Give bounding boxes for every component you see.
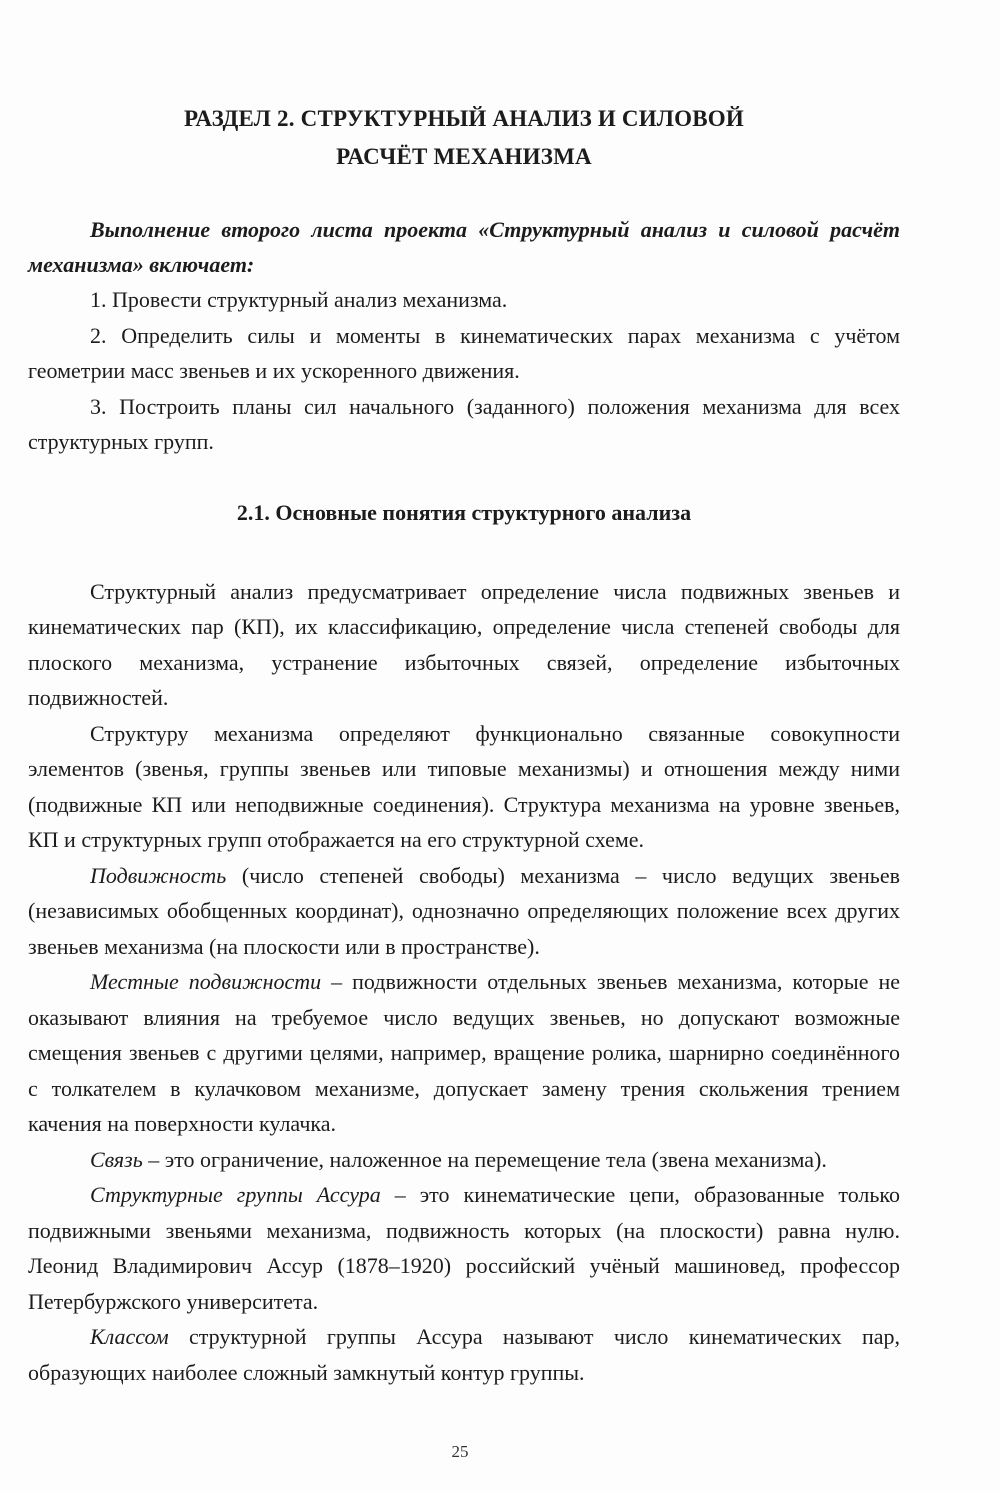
page-content (28, 100, 900, 1390)
section-title (28, 100, 900, 176)
definition-assur-groups: – это кинематические цепи, образованные только подвижными звеньями механизма, подвижность которых (на плоскости) равна нулю. Леонид Владимирович Ассур (1878–1920) российский учёный машиновед, профессор Петербуржского университета. (28, 1182, 900, 1314)
list-item: 2. Определить силы и моменты в кинематических парах механизма с учётом геометрии масс звеньев и их ускоренного движения. (28, 322, 900, 383)
list-item: 3. Построить планы сил начального (заданного) положения механизма для всех структурных групп. (28, 393, 900, 454)
paragraph-structural-analysis: Структурный анализ предусматривает определение числа подвижных звеньев и кинематических пар (КП), их классификацию, определение числа степеней свободы для плоского механизма, устранение избыточных связей, определение избыточных подвижностей. (28, 578, 900, 710)
term-local-mobility: Местные подвижности (90, 969, 322, 994)
definition-class: структурной группы Ассура называют число кинематических пар, образующих наиболее сложный замкнутый контур группы. (28, 1324, 900, 1385)
intro-text: Выполнение второго листа проекта «Структурный анализ и силовой расчёт механизма» включает: (28, 217, 900, 277)
paragraph-local-mobility (28, 964, 900, 1142)
paragraph-class (28, 1319, 900, 1390)
term-constraint: Связь (90, 1146, 143, 1172)
definition-mobility: (число степеней свободы) механизма – число ведущих звеньев (независимых обобщенных координат), однозначно определяющих положение всех других звеньев механизма (на плоскости или в пространстве). (28, 862, 900, 959)
paragraph-mobility (28, 858, 900, 965)
definition-local-mobility: – подвижности отдельных звеньев механизма, которые не оказывают влияния на требуемое число ведущих звеньев, но допускают возможные смещения звеньев с другими целями, например, вращение ролика, шарнирно соединённого с толкателем в кулачковом механизме, допускает замену трения скольжения трением качения на поверхности кулачка. (28, 969, 901, 1136)
section-title-line1: РАЗДЕЛ 2. СТРУКТУРНЫЙ АНАЛИЗ И СИЛОВОЙ (184, 106, 744, 131)
paragraph-assur-groups (28, 1177, 900, 1319)
paragraph-structure: Структуру механизма определяют функционально связанные совокупности элементов (звенья, группы звеньев или типовые механизмы) и отношения между ними (подвижные КП или неподвижные соединения). Структура механизма на уровне звеньев, КП и структурных групп отображается на его структурной схеме. (28, 720, 900, 852)
term-assur-groups: Структурные группы Ассура (90, 1182, 381, 1207)
list-item: 1. Провести структурный анализ механизма. (90, 287, 508, 312)
definition-constraint: – это ограничение, наложенное на перемещение тела (звена механизма). (142, 1146, 827, 1172)
term-class: Классом (90, 1324, 169, 1349)
paragraph-constraint (28, 1142, 900, 1178)
task-list (28, 282, 900, 460)
section-title-line2: РАСЧЁТ МЕХАНИЗМА (336, 144, 592, 169)
page-number: 25 (451, 1442, 469, 1461)
subsection-title: 2.1. Основные понятия структурного анализа (236, 499, 692, 525)
term-mobility: Подвижность (90, 862, 227, 888)
